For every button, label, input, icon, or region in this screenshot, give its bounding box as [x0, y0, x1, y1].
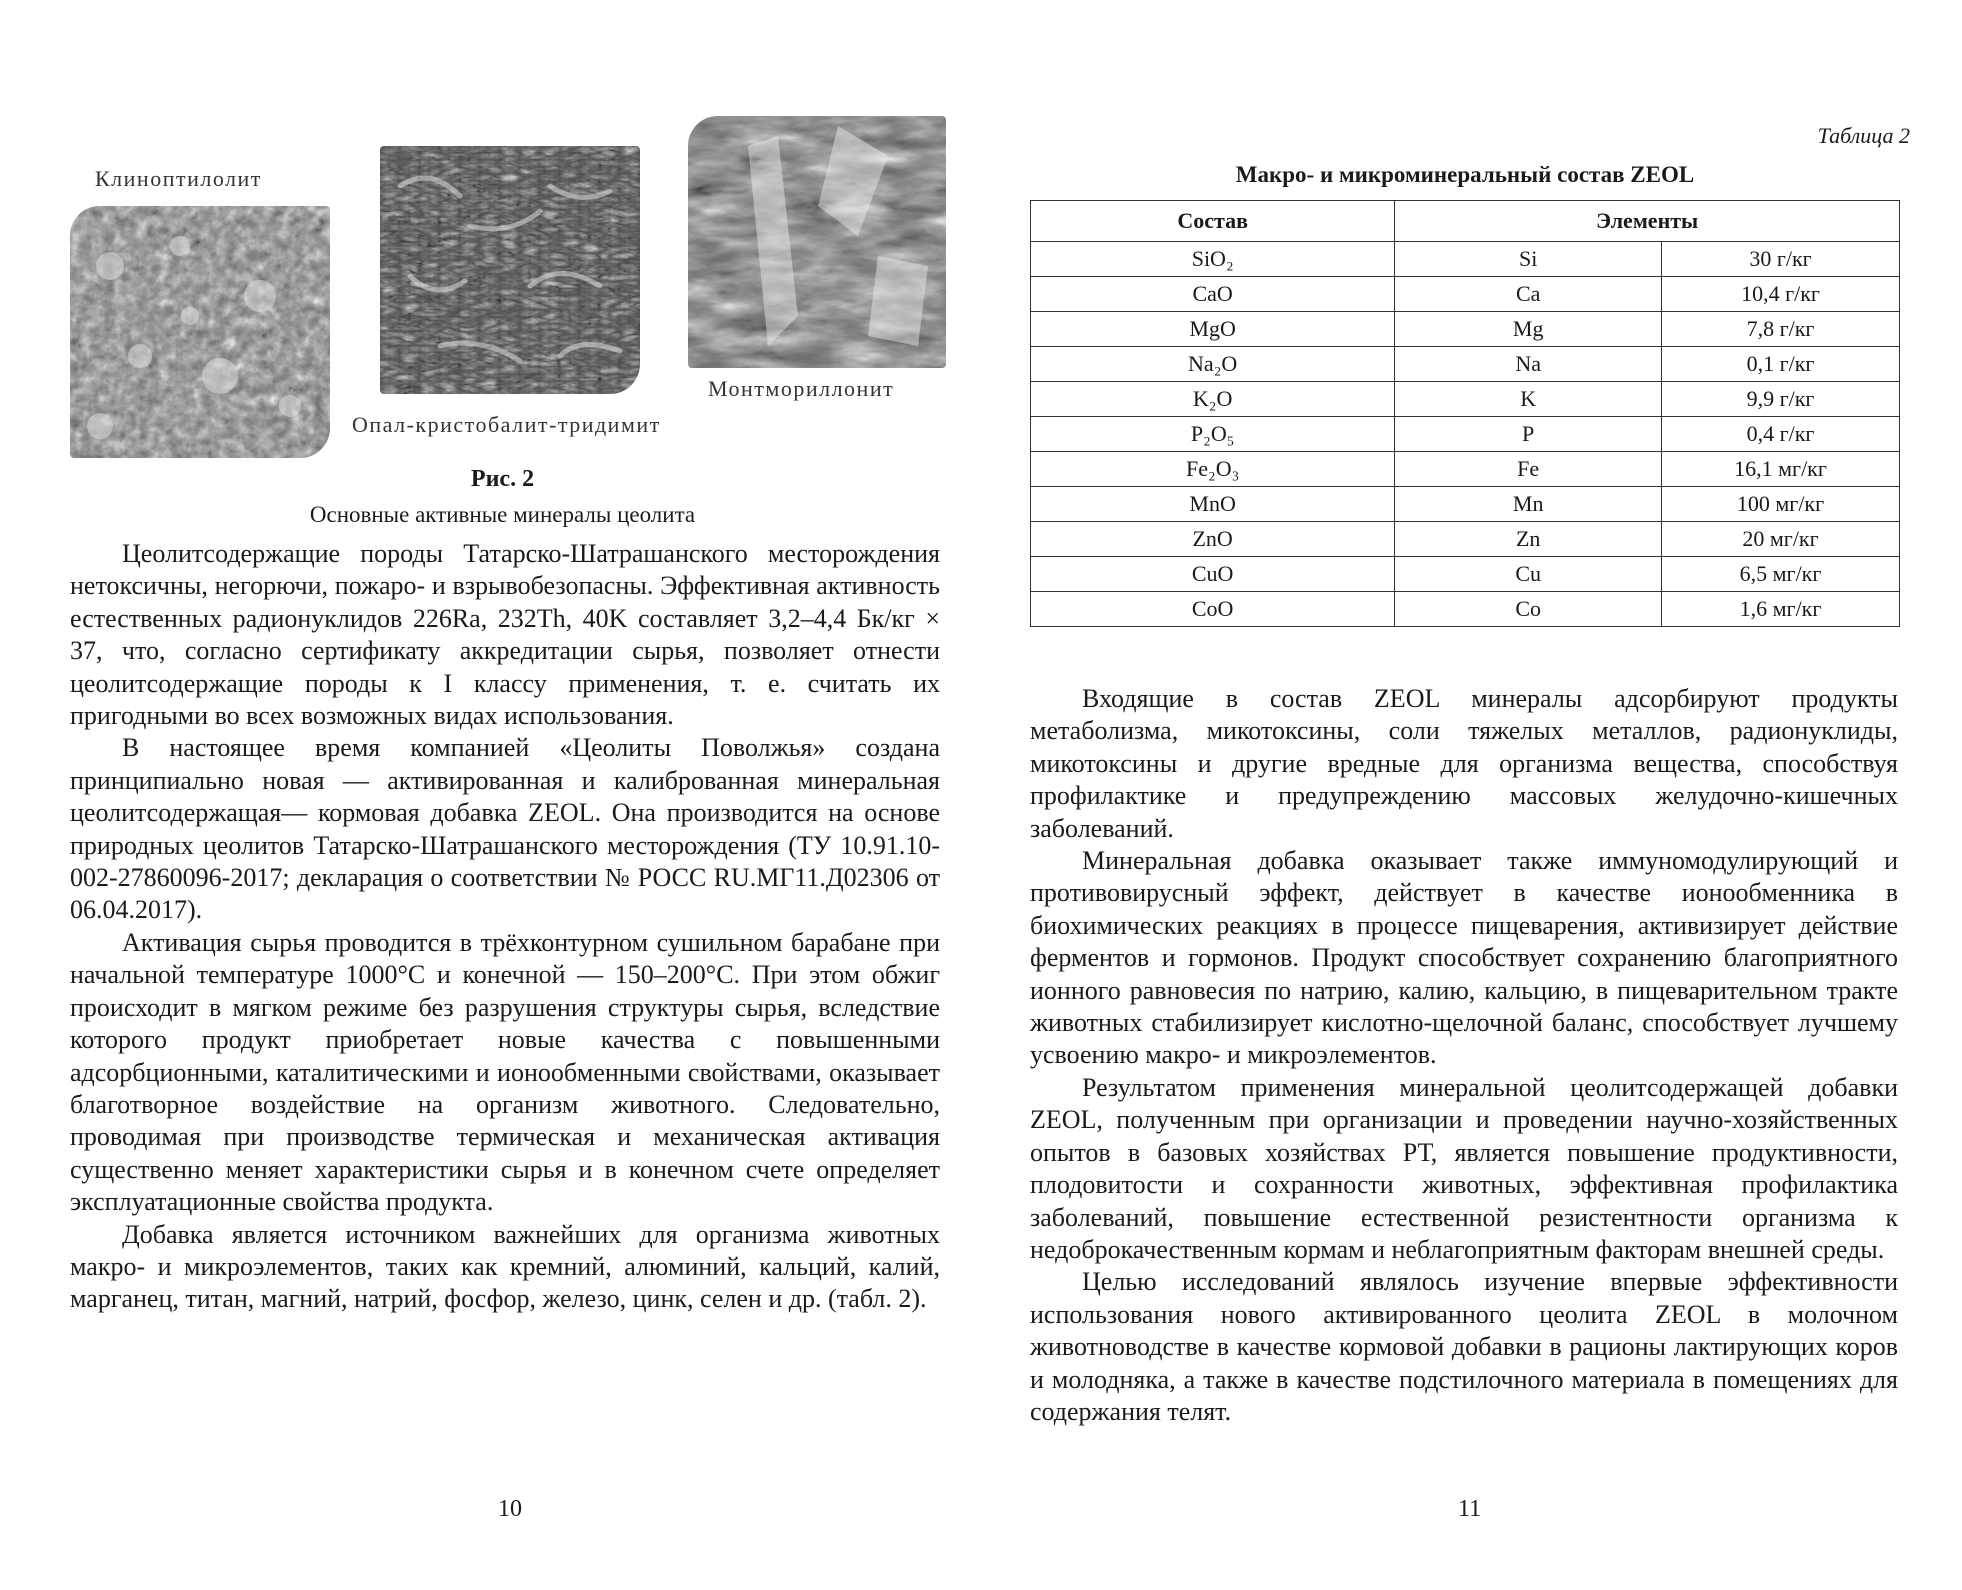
- cell-compound: MnO: [1031, 487, 1395, 522]
- page-number-left: 10: [498, 1496, 522, 1522]
- right-body-text: [1030, 683, 1898, 1428]
- figure-title: Основные активные минералы цеолита: [309, 502, 696, 527]
- cell-element: Mg: [1395, 312, 1662, 347]
- cell-compound: Fe₂O₃: [1031, 452, 1395, 487]
- cell-element: Co: [1395, 592, 1662, 627]
- cell-compound: P₂O₅: [1031, 417, 1395, 452]
- cell-amount: 20 мг/кг: [1662, 522, 1900, 557]
- caption-montmorillonite: Монтмориллонит: [708, 376, 895, 401]
- cell-compound: CoO: [1031, 592, 1395, 627]
- table-row: [1031, 277, 1900, 312]
- table-header-row: [1031, 201, 1900, 242]
- cell-element: P: [1395, 417, 1662, 452]
- table-row: [1031, 417, 1900, 452]
- cell-amount: 7,8 г/кг: [1662, 312, 1900, 347]
- header-elements: Элементы: [1395, 201, 1900, 242]
- right-paragraph: Входящие в состав ZEOL минералы адсорбируют продукты метаболизма, микотоксины, соли тяжелых металлов, радионуклиды, микотоксины и другие вредные для организма вещества, способствуя профилактике и предупреждению массовых желудочно-кишечных заболеваний.: [1030, 684, 1898, 843]
- cell-element: K: [1395, 382, 1662, 417]
- cell-compound: K₂O: [1031, 382, 1395, 417]
- cell-amount: 9,9 г/кг: [1662, 382, 1900, 417]
- table-title: Макро- и микроминеральный состав ZEOL: [1235, 162, 1695, 187]
- table-row: [1031, 347, 1900, 382]
- mineral-composition-table: [1030, 200, 1900, 627]
- page-number-right: 11: [1458, 1496, 1482, 1522]
- table-row: [1031, 592, 1900, 627]
- cell-amount: 10,4 г/кг: [1662, 277, 1900, 312]
- right-paragraph: Минеральная добавка оказывает также иммуномодулирующий и противовирусный эффект, действует в качестве ионообменника в биохимических реакциях в процессе пищеварения, активизирует действие ферментов и гормонов. Продукт способствует сохранению благоприятного ионного равновесия по натрию, калию, кальцию, в пищеварительном тракте животных стабилизирует кислотно-щелочной баланс, способствует лучшему усвоению макро- и микроэлементов.: [1030, 846, 1898, 1070]
- left-paragraph: Цеолитсодержащие породы Татарско-Шатрашанского месторождения нетоксичны, негорючи, пожаро- и взрывобезопасны. Эффективная активность естественных радионуклидов 226Ra, 232Th, 40K составляет 3,2–4,4 Бк/кг × 37, что, согласно сертификату аккредитации сырья, позволяет отнести цеолитсодержащие породы к I классу применения, т. е. считать их пригодными во всех возможных видах использования.: [70, 539, 940, 731]
- cell-amount: 6,5 мг/кг: [1662, 557, 1900, 592]
- table-row: [1031, 557, 1900, 592]
- cell-compound: SiO₂: [1031, 242, 1395, 277]
- cell-amount: 0,1 г/кг: [1662, 347, 1900, 382]
- cell-element: Fe: [1395, 452, 1662, 487]
- cell-amount: 30 г/кг: [1662, 242, 1900, 277]
- right-paragraph: Целью исследований являлось изучение впервые эффективности использования нового активированного цеолита ZEOL в молочном животноводстве в качестве кормовой добавки в рационы лактирующих коров и молодняка, а также в качестве подстилочного материала в помещениях для содержания телят.: [1030, 1267, 1898, 1426]
- cell-compound: Na₂O: [1031, 347, 1395, 382]
- cell-compound: CaO: [1031, 277, 1395, 312]
- table-label: Таблица 2: [1817, 123, 1910, 148]
- table-row: [1031, 522, 1900, 557]
- cell-element: Zn: [1395, 522, 1662, 557]
- table-row: [1031, 487, 1900, 522]
- left-paragraph: В настоящее время компанией «Цеолиты Поволжья» создана принципиально новая — активированная и калиброванная минеральная цеолитсодержащая— кормовая добавка ZEOL. Она производится на основе природных цеолитов Татарско-Шатрашанского месторождения (ТУ 10.91.10-002-27860096-2017; декларация о соответствии № РОСС RU.МГ11.Д02306 от 06.04.2017).: [70, 733, 940, 925]
- cell-element: Mn: [1395, 487, 1662, 522]
- cell-element: Ca: [1395, 277, 1662, 312]
- cell-amount: 1,6 мг/кг: [1662, 592, 1900, 627]
- right-paragraph: Результатом применения минеральной цеолитсодержащей добавки ZEOL, полученным при организации и проведении научно-хозяйственных опытов в базовых хозяйствах РТ, является повышение продуктивности, плодовитости и сохранности животных, эффективная профилактика заболеваний, повышение естественной резистентности организма к недоброкачественным кормам и неблагоприятным факторам внешней среды.: [1030, 1072, 1898, 1264]
- header-composition: Состав: [1031, 201, 1395, 242]
- cell-element: Na: [1395, 347, 1662, 382]
- left-paragraph: Добавка является источником важнейших для организма животных макро- и микроэлементов, таких как кремний, алюминий, кальций, калий, марганец, титан, магний, натрий, фосфор, железо, цинк, селен и др. (табл. 2).: [70, 1219, 940, 1314]
- cell-amount: 100 мг/кг: [1662, 487, 1900, 522]
- table-row: [1031, 312, 1900, 347]
- table-row: [1031, 382, 1900, 417]
- table-row: [1031, 452, 1900, 487]
- cell-compound: ZnO: [1031, 522, 1395, 557]
- caption-opal-cristobalite: Опал-кристобалит-тридимит: [352, 412, 661, 437]
- cell-amount: 16,1 мг/кг: [1662, 452, 1900, 487]
- table-row: [1031, 242, 1900, 277]
- figure-number: Рис. 2: [470, 466, 535, 492]
- left-paragraph: Активация сырья проводится в трёхконтурном сушильном барабане при начальной температуре 1000°С и конечной — 150–200°С. При этом обжиг происходит в мягком режиме без разрушения структуры сырья, вследствие которого продукт приобретает новые качества с повышенными адсорбционными, каталитическими и ионообменными свойствами, оказывает благотворное воздействие на организм животного. Следовательно, проводимая при производстве термическая и механическая активация существенно меняет характеристики сырья и в конечном счете определяет эксплуатационные свойства продукта.: [70, 927, 940, 1217]
- cell-element: Si: [1395, 242, 1662, 277]
- cell-compound: CuO: [1031, 557, 1395, 592]
- caption-clinoptilolite: Клиноптилолит: [95, 166, 262, 191]
- cell-amount: 0,4 г/кг: [1662, 417, 1900, 452]
- cell-compound: MgO: [1031, 312, 1395, 347]
- cell-element: Cu: [1395, 557, 1662, 592]
